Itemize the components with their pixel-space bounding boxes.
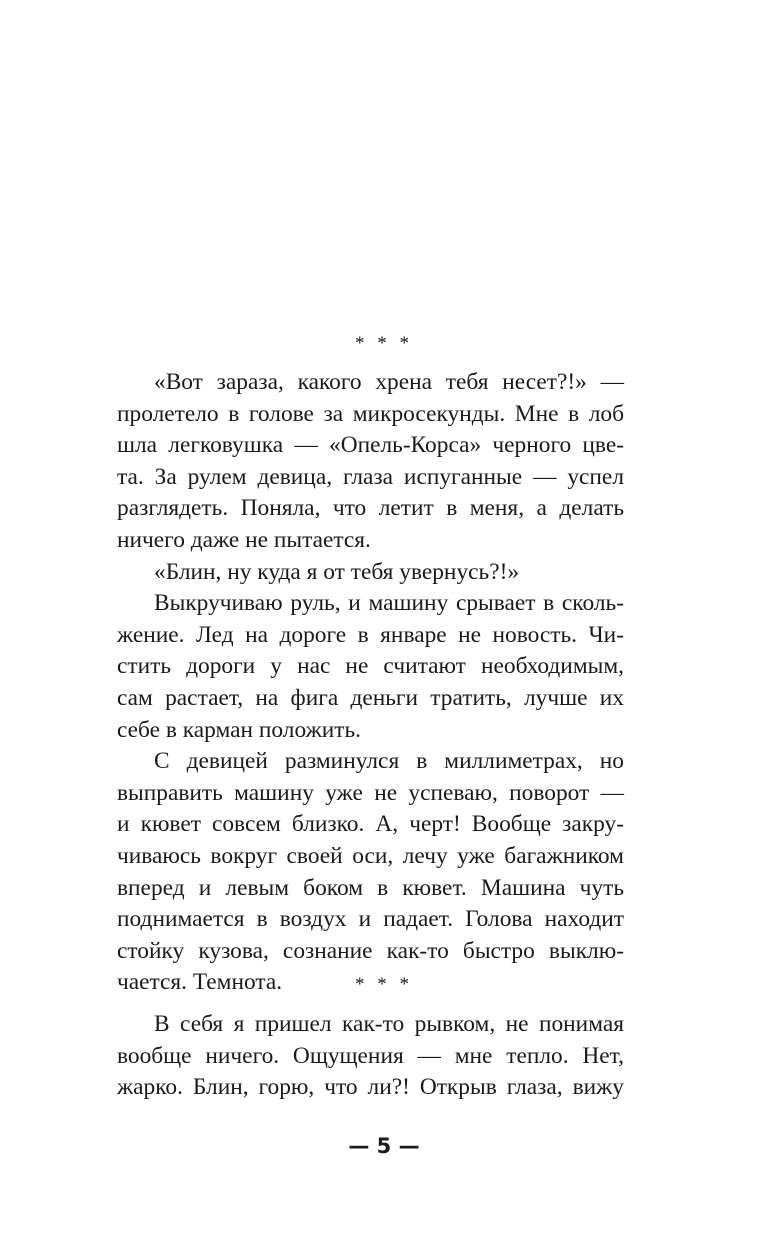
text-line: выправить машину уже не успеваю, поворот — [117, 779, 624, 806]
text-line: разглядеть. Поняла, что летит в меня, а делать [117, 495, 624, 522]
page-number: — 5 — [348, 1134, 420, 1158]
text-line: та. За рулем девица, глаза испуганные — успел [117, 463, 624, 490]
text-line: «Блин, ну куда я от тебя увернусь?!» [154, 558, 520, 585]
text-block-2 [117, 1009, 624, 1104]
text-line: поднимается в воздух и падает. Голова находит [117, 906, 624, 933]
section-separator: * * * [355, 974, 413, 995]
text-line: вообще ничего. Ощущения — мне тепло. Нет, [117, 1042, 624, 1069]
text-line: «Вот зараза, какого хрена тебя несет?!» — [154, 369, 624, 395]
text-line: В себя я пришел как-то рывком, не понимая [154, 1011, 624, 1037]
text-line: ничего даже не пытается. [117, 526, 371, 553]
text-line: жарко. Блин, горю, что ли?! Открыв глаза, вижу [117, 1074, 624, 1101]
text-line: Выкручиваю руль, и машину срывает в сколь- [154, 590, 624, 617]
text-line: и кювет совсем близко. А, черт! Вообще закру- [117, 811, 624, 838]
text-line: себе в карман положить. [117, 716, 361, 743]
section-separator: * * * [355, 333, 413, 354]
text-line: жение. Лед на дороге в январе не новость. Чи- [117, 621, 624, 648]
text-line: шла легковушка — «Опель-Корса» черного цве- [117, 432, 624, 459]
text-line: сам растает, на фига деньги тратить, лучше их [117, 684, 624, 711]
text-block-1 [117, 367, 624, 999]
text-line: пролетело в голове за микросекунды. Мне в лоб [117, 400, 624, 427]
text-line: стить дороги у нас не считают необходимым, [117, 653, 624, 680]
text-line: С девицей разминулся в миллиметрах, но [154, 748, 624, 775]
text-line: вперед и левым боком в кювет. Машина чуть [117, 874, 624, 901]
text-line: стойку кузова, сознание как-то быстро выклю- [117, 937, 624, 964]
text-line: чается. Темнота. [117, 969, 283, 996]
text-line: чиваюсь вокруг своей оси, лечу уже багажником [117, 842, 624, 869]
